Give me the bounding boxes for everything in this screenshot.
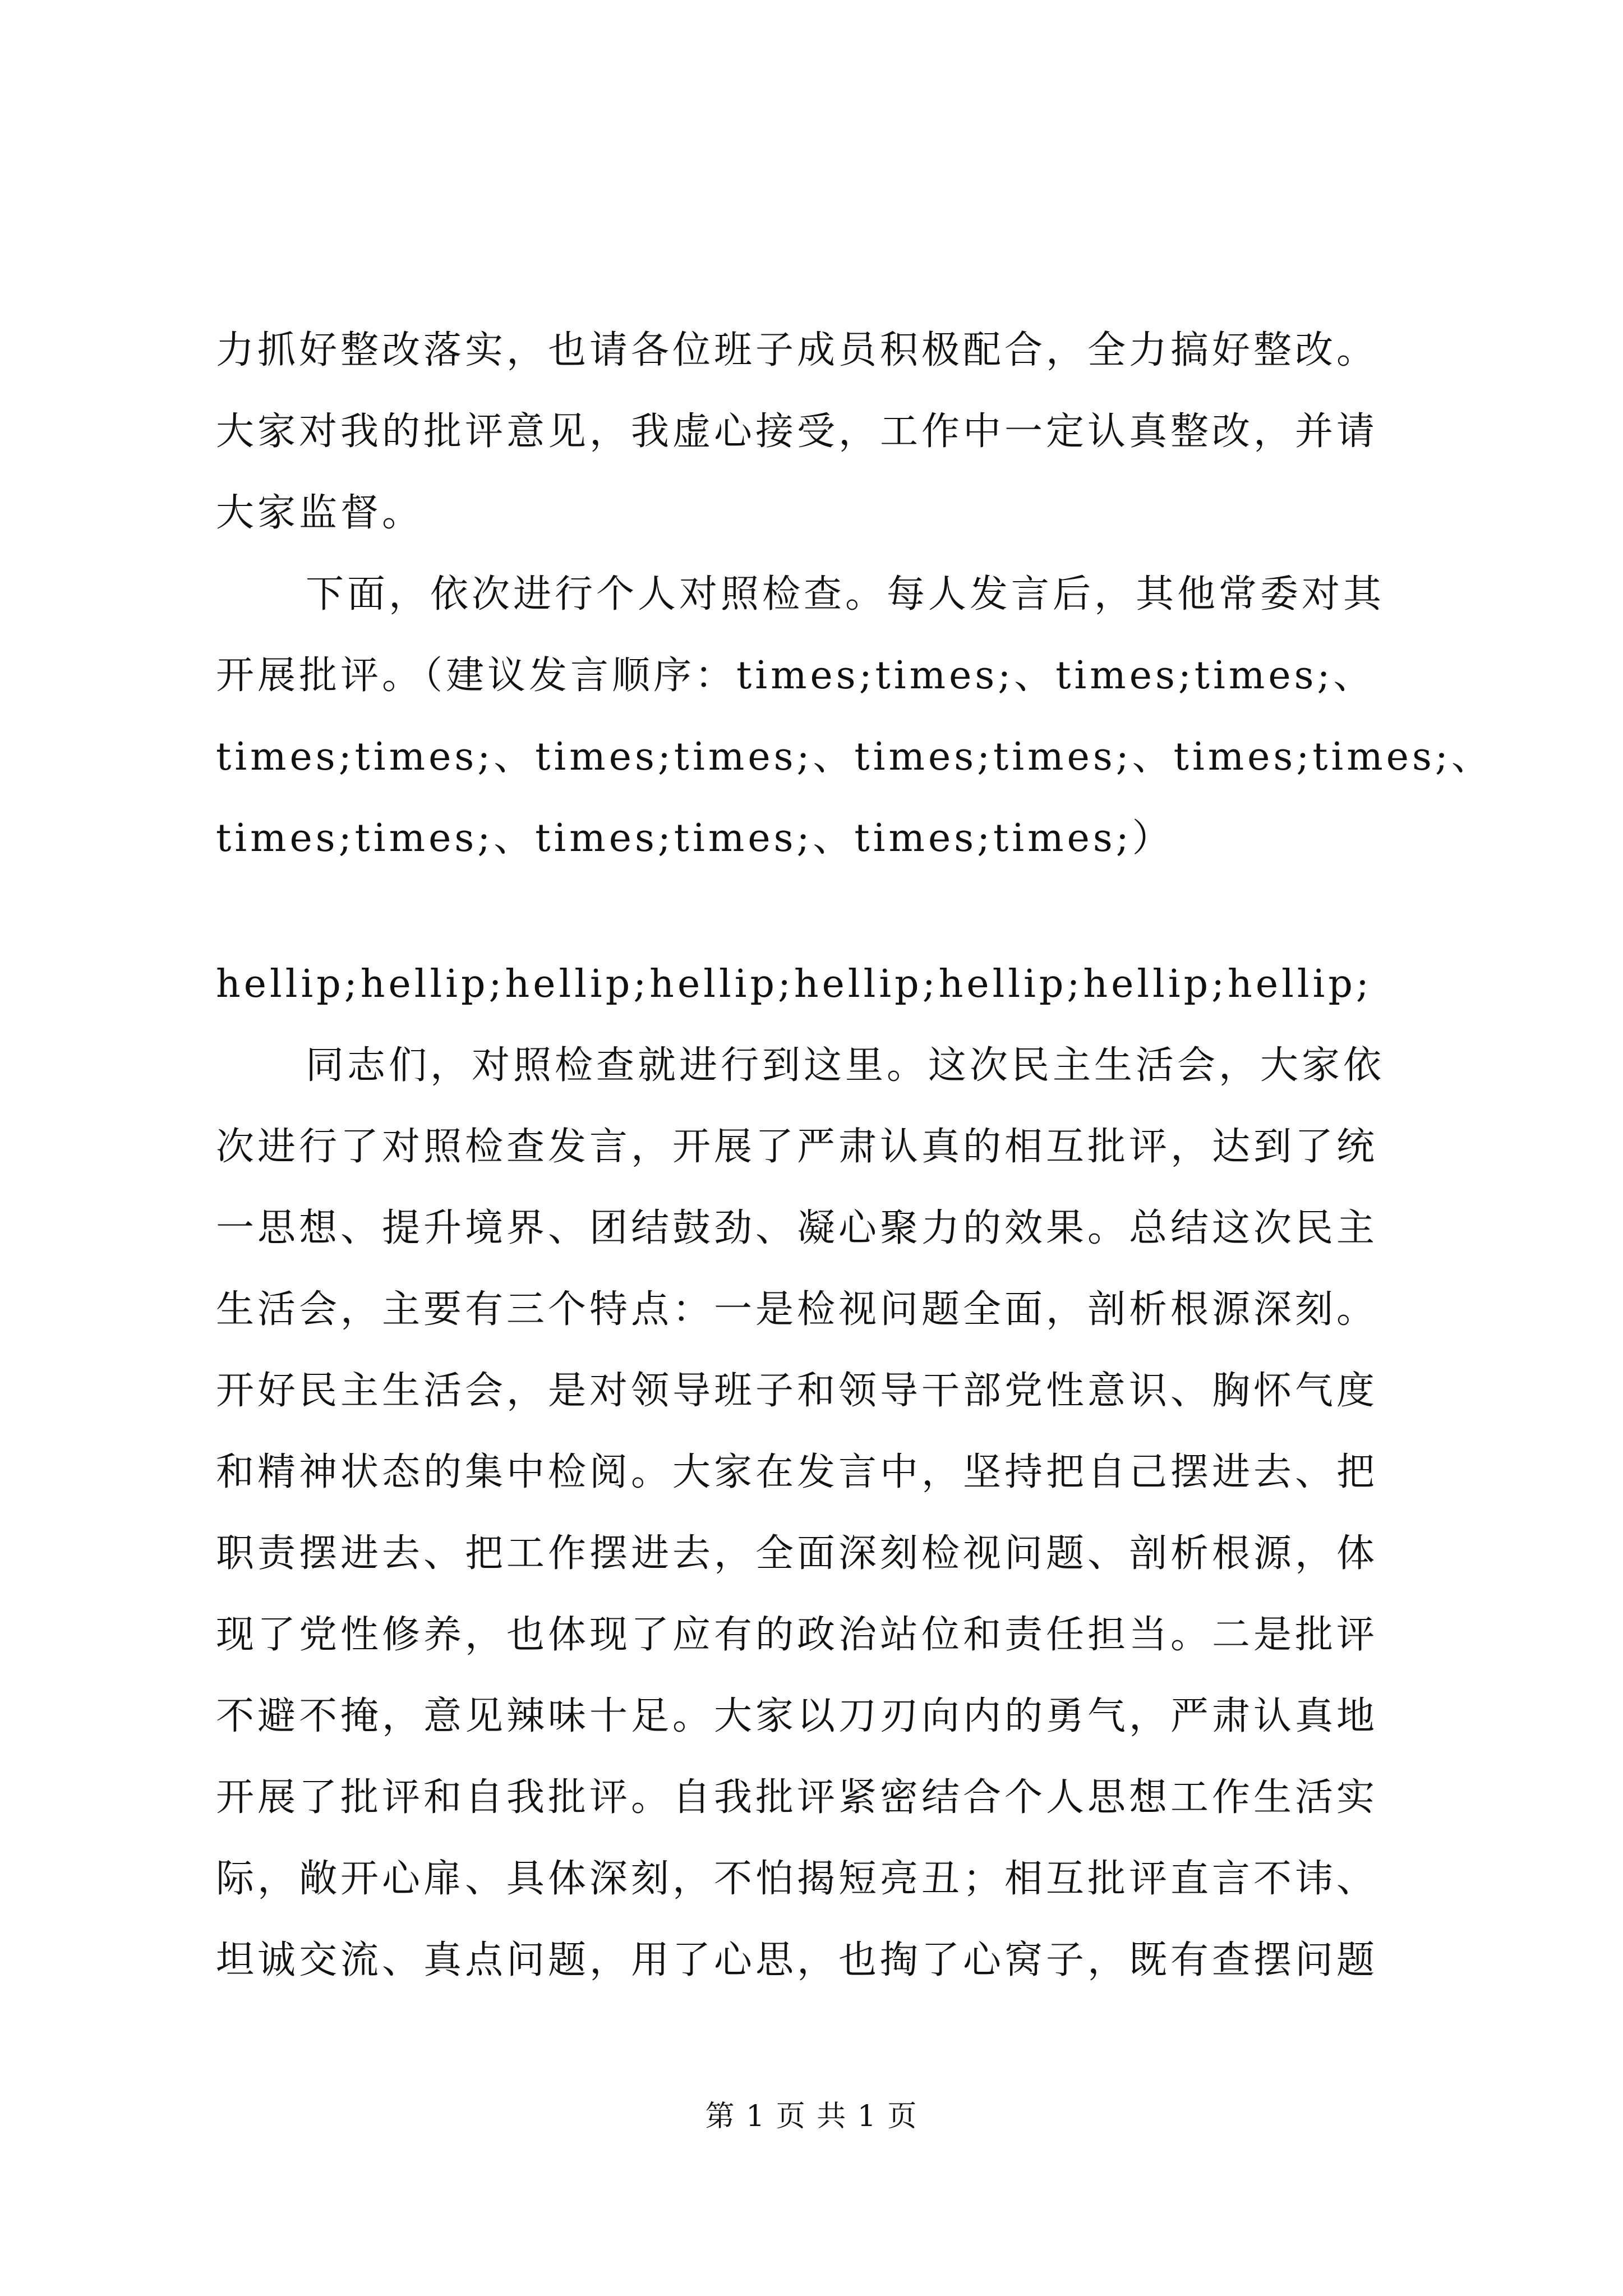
text-line-16: 现了党性修养，也体现了应有的政治站位和责任担当。二是批评: [216, 1613, 1378, 1657]
text-line-15: 职责摆进去、把工作摆进去，全面深刻检视问题、剖析根源，体: [216, 1531, 1378, 1576]
text-line-19: 际，敞开心扉、具体深刻，不怕揭短亮丑；相互批评直言不讳、: [216, 1857, 1378, 1901]
text-line-14: 和精神状态的集中检阅。大家在发言中，坚持把自己摆进去、把: [216, 1450, 1378, 1494]
text-line-13: 开好民主生活会，是对领导班子和领导干部党性意识、胸怀气度: [216, 1369, 1378, 1413]
text-line-2: 大家对我的批评意见，我虚心接受，工作中一定认真整改，并请: [216, 409, 1378, 454]
text-line-8: hellip;hellip;hellip;hellip;hellip;hellip;hellip;hellip;: [216, 962, 1372, 1006]
text-line-11: 一思想、提升境界、团结鼓劲、凝心聚力的效果。总结这次民主: [216, 1206, 1378, 1250]
text-line-7: times;times;、times;times;、times;times;）: [216, 816, 1174, 861]
text-line-1: 力抓好整改落实，也请各位班子成员积极配合，全力搞好整改。: [216, 328, 1378, 372]
text-line-18: 开展了批评和自我批评。自我批评紧密结合个人思想工作生活实: [216, 1775, 1378, 1820]
page-number-footer: 第 1 页 共 1 页: [705, 2100, 918, 2133]
text-line-20: 坦诚交流、真点问题，用了心思，也掏了心窝子，既有查摆问题: [216, 1938, 1378, 1982]
text-line-9: 同志们，对照检查就进行到这里。这次民主生活会，大家依: [306, 1043, 1385, 1088]
text-line-6: times;times;、times;times;、times;times;、times;times;、: [216, 735, 1493, 779]
text-line-5: 开展批评。（建议发言顺序：times;times;、times;times;、: [216, 654, 1375, 698]
text-line-10: 次进行了对照检查发言，开展了严肃认真的相互批评，达到了统: [216, 1125, 1378, 1169]
text-line-3: 大家监督。: [216, 491, 424, 535]
text-line-12: 生活会，主要有三个特点：一是检视问题全面，剖析根源深刻。: [216, 1287, 1378, 1332]
text-line-4: 下面，依次进行个人对照检查。每人发言后，其他常委对其: [306, 572, 1385, 616]
text-line-17: 不避不掩，意见辣味十足。大家以刀刃向内的勇气，严肃认真地: [216, 1694, 1378, 1738]
